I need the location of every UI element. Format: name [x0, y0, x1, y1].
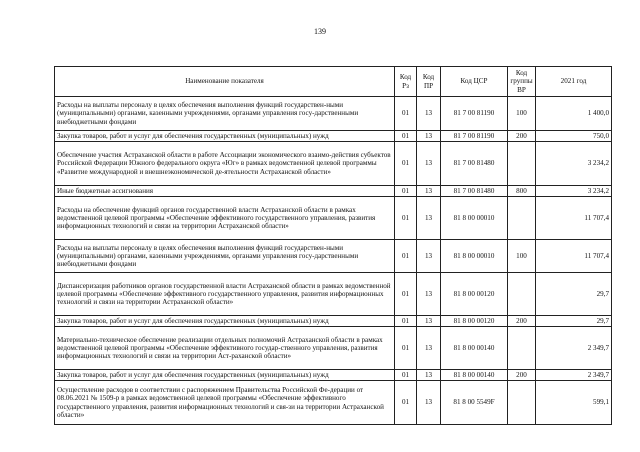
- cell-pr: 13: [417, 142, 441, 186]
- cell-csr: 81 8 00 00140: [441, 370, 508, 381]
- header-vr: Код группы ВР: [508, 67, 536, 97]
- cell-rz: 01: [395, 142, 417, 186]
- cell-csr: 81 8 00 00010: [441, 240, 508, 273]
- cell-pr: 13: [417, 97, 441, 131]
- cell-pr: 13: [417, 131, 441, 142]
- cell-pr: 13: [417, 370, 441, 381]
- cell-rz: 01: [395, 327, 417, 370]
- cell-vr: 100: [508, 97, 536, 131]
- cell-name: Закупка товаров, работ и услуг для обеспечения государственных (муниципальных) нужд: [55, 316, 395, 327]
- cell-name: Диспансеризация работников органов государственной власти Астраханской области в рамках ведомственной целевой программы «Обеспечение эффективного государственного управления, развития информационных технологий и связи на территории Астраханской области»: [55, 273, 395, 316]
- cell-csr: 81 8 00 5549F: [441, 381, 508, 425]
- header-name: Наименование показателя: [55, 67, 395, 97]
- table-row: [55, 240, 612, 273]
- header-rz: Код Рз: [395, 67, 417, 97]
- header-year: 2021 год: [536, 67, 612, 97]
- cell-vr: [508, 327, 536, 370]
- header-csr: Код ЦСР: [441, 67, 508, 97]
- table-row: [55, 142, 612, 186]
- cell-value: 3 234,2: [536, 186, 612, 197]
- cell-rz: 01: [395, 381, 417, 425]
- header-pr: Код ПР: [417, 67, 441, 97]
- cell-csr: 81 8 00 00010: [441, 197, 508, 240]
- cell-name: Закупка товаров, работ и услуг для обеспечения государственных (муниципальных) нужд: [55, 131, 395, 142]
- cell-value: 1 400,0: [536, 97, 612, 131]
- cell-value: 750,0: [536, 131, 612, 142]
- cell-vr: [508, 142, 536, 186]
- cell-name: Иные бюджетные ассигнования: [55, 186, 395, 197]
- cell-rz: 01: [395, 370, 417, 381]
- table-row: [55, 327, 612, 370]
- budget-table: [54, 66, 612, 425]
- table-row: [55, 381, 612, 425]
- cell-value: 599,1: [536, 381, 612, 425]
- table-row: [55, 316, 612, 327]
- cell-csr: 81 8 00 00120: [441, 273, 508, 316]
- cell-csr: 81 7 00 81480: [441, 142, 508, 186]
- cell-vr: [508, 273, 536, 316]
- cell-rz: 01: [395, 240, 417, 273]
- cell-pr: 13: [417, 327, 441, 370]
- cell-pr: 13: [417, 186, 441, 197]
- cell-csr: 81 7 00 81480: [441, 186, 508, 197]
- cell-rz: 01: [395, 316, 417, 327]
- cell-pr: 13: [417, 240, 441, 273]
- table-row: [55, 273, 612, 316]
- cell-pr: 13: [417, 316, 441, 327]
- cell-rz: 01: [395, 273, 417, 316]
- table-row: [55, 97, 612, 131]
- table-row: [55, 131, 612, 142]
- cell-pr: 13: [417, 381, 441, 425]
- page-number: 139: [314, 27, 326, 36]
- cell-vr: 200: [508, 316, 536, 327]
- table-row: [55, 370, 612, 381]
- cell-value: 11 707,4: [536, 197, 612, 240]
- table-row: [55, 186, 612, 197]
- cell-vr: 200: [508, 131, 536, 142]
- cell-pr: 13: [417, 273, 441, 316]
- cell-rz: 01: [395, 97, 417, 131]
- cell-value: 11 707,4: [536, 240, 612, 273]
- cell-name: Расходы на обеспечение функций органов государственной власти Астраханской области в рамках ведомственной целевой программы «Обеспечение эффективного государственного управления, развития информационных технологий и связи на территории Астраханской области»: [55, 197, 395, 240]
- cell-value: 3 234,2: [536, 142, 612, 186]
- cell-csr: 81 8 00 00140: [441, 327, 508, 370]
- cell-rz: 01: [395, 131, 417, 142]
- table-row: [55, 197, 612, 240]
- cell-name: Материально-техническое обеспечение реализации отдельных полномочий Астраханской области в рамках ведомственной целевой программы «Обеспечение эффективного государ-ственного управления, развития информационных технологий и связи на территории Аст-раханской области»: [55, 327, 395, 370]
- cell-csr: 81 8 00 00120: [441, 316, 508, 327]
- cell-value: 29,7: [536, 273, 612, 316]
- cell-name: Осуществление расходов в соответствии с распоряжением Правительства Российской Фе-дерации от 08.06.2021 № 1509-р в рамках ведомственной целевой программы «Обеспечение эффективного государственного управления, развития информационных технологий и свя-зи на территории Астраханской области»: [55, 381, 395, 425]
- cell-value: 2 349,7: [536, 327, 612, 370]
- cell-vr: 800: [508, 186, 536, 197]
- cell-pr: 13: [417, 197, 441, 240]
- cell-rz: 01: [395, 186, 417, 197]
- cell-vr: 100: [508, 240, 536, 273]
- cell-value: 2 349,7: [536, 370, 612, 381]
- cell-vr: [508, 381, 536, 425]
- cell-csr: 81 7 00 81190: [441, 97, 508, 131]
- cell-rz: 01: [395, 197, 417, 240]
- cell-vr: 200: [508, 370, 536, 381]
- cell-name: Расходы на выплаты персоналу в целях обеспечения выполнения функций государствен-ными (муниципальными) органами, казенными учреждениями, органами управления госу-дарственными внебюджетными фондами: [55, 240, 395, 273]
- cell-csr: 81 7 00 81190: [441, 131, 508, 142]
- table-header-row: [55, 67, 612, 97]
- table-body: [55, 97, 612, 425]
- cell-name: Обеспечение участия Астраханской области в работе Ассоциации экономического взаимо-действия субъектов Российской Федерации Южного федерального округа «Юг» в рамках ведомственной целевой программы «Развитие международной и внешнеэкономической де-ятельности Астраханской области»: [55, 142, 395, 186]
- cell-name: Закупка товаров, работ и услуг для обеспечения государственных (муниципальных) нужд: [55, 370, 395, 381]
- cell-vr: [508, 197, 536, 240]
- cell-name: Расходы на выплаты персоналу в целях обеспечения выполнения функций государствен-ными (муниципальными) органами, казенными учреждениями, органами управления госу-дарственными внебюджетными фондами: [55, 97, 395, 131]
- cell-value: 29,7: [536, 316, 612, 327]
